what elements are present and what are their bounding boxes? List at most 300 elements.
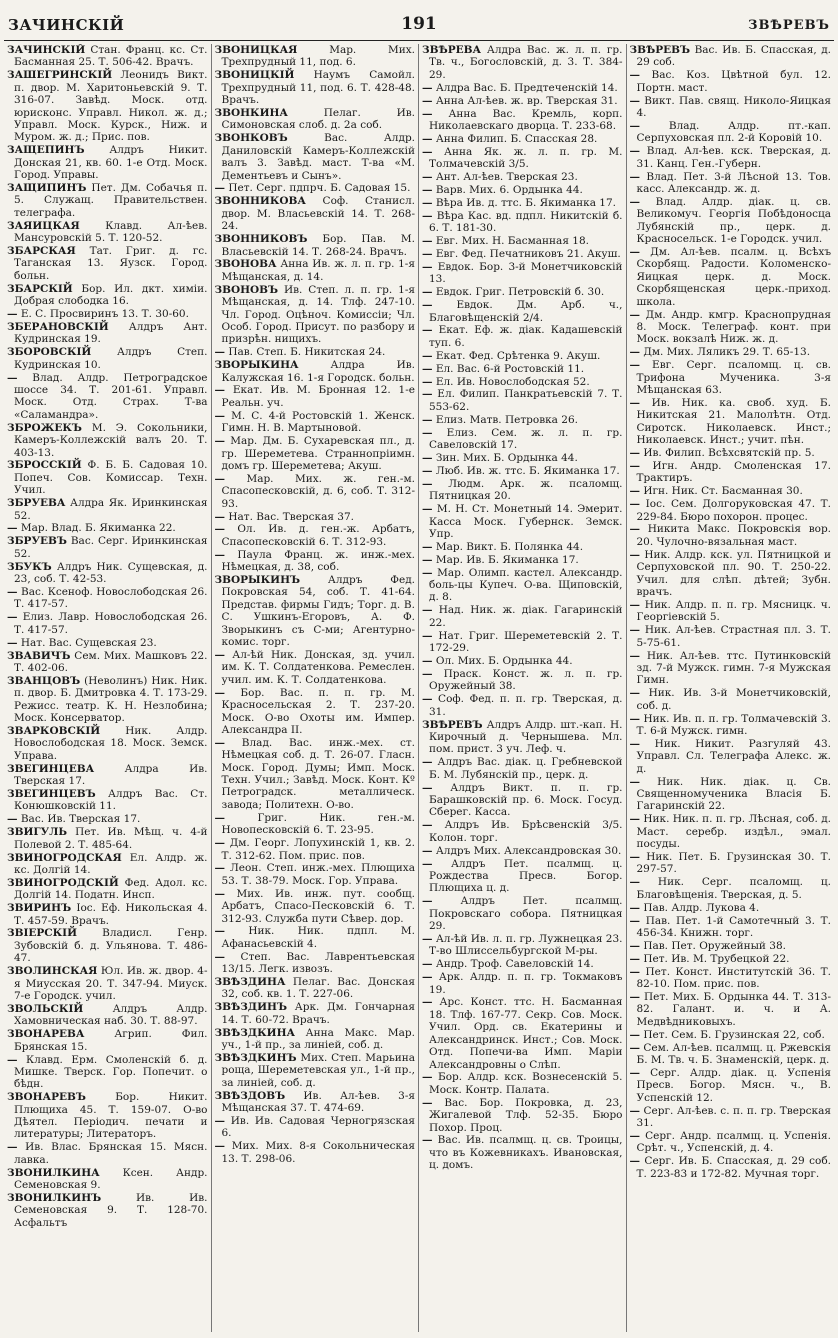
directory-entry xyxy=(7,927,208,964)
entry-details: Влад. Пет. 3-й Лѣсной 13. Тов. касс. Александр. ж. д. xyxy=(636,170,831,195)
directory-entry xyxy=(422,693,623,718)
directory-entry xyxy=(630,69,832,94)
entry-details: Пав. Алдр. Лукова 4. xyxy=(643,901,760,914)
entry-surname: — xyxy=(629,1104,640,1117)
directory-entry xyxy=(422,541,623,553)
entry-surname: — xyxy=(422,819,433,832)
entry-details: Ник. Ив. 3-й Монетчиковскій, соб. д. xyxy=(636,687,831,712)
directory-entry xyxy=(422,376,623,388)
entry-surname: — xyxy=(214,523,225,536)
entry-details: Мар. Влад. Б. Якиманка 22. xyxy=(20,522,176,535)
entry-surname: ЗАЯИЦКАЯ xyxy=(7,219,80,232)
entry-surname: ЗВИРИНЪ xyxy=(7,902,72,915)
directory-entry xyxy=(630,599,832,624)
directory-entry xyxy=(7,459,208,496)
entry-details: Ник. Пет. Б. Грузинская 30. Т. 297-57. xyxy=(636,851,831,876)
entry-details: Вас. Ив. Тверская 17. xyxy=(20,813,141,826)
entry-details: М. С. 4-й Ростовскій 1. Женск. Гимн. Н. В. Мартыновой. xyxy=(221,409,416,435)
directory-entry xyxy=(7,1141,208,1166)
header-right-catchword: ЗВѢРЕВЪ xyxy=(748,18,830,33)
entry-surname: ЗВѢЗДОВЪ xyxy=(214,1089,286,1102)
directory-entry xyxy=(7,372,208,422)
entry-details: Леон. Степ. инж.-мех. Плющиха 53. Т. 38-79. Моск. Гор. Управа. xyxy=(221,862,415,887)
entry-surname: ЗВОНКОВЪ xyxy=(214,132,288,145)
entry-surname: ЗБУКЪ xyxy=(7,560,52,573)
directory-entry xyxy=(422,719,623,756)
entry-surname: — xyxy=(629,965,640,978)
entry-surname: — xyxy=(629,712,640,725)
entry-details: Пав. Пет. Оружейный 38. xyxy=(643,939,786,952)
entry-surname: — xyxy=(422,388,433,401)
entry-surname: — xyxy=(422,756,433,769)
entry-surname: — xyxy=(629,145,640,158)
entry-surname: ЗВОНИЛКИНА xyxy=(7,1166,100,1179)
directory-entry xyxy=(422,363,623,375)
directory-entry xyxy=(630,447,832,459)
directory-entry xyxy=(630,624,832,649)
directory-entry xyxy=(422,388,623,413)
entry-surname: ЗВЕГИНЦЕВА xyxy=(7,762,95,775)
entry-surname: — xyxy=(214,686,225,699)
entry-details: Юл. Ив. ж. двор. 4-я Миусская 20. Т. 347-94. Миуск. 7-е Городск. учил. xyxy=(14,965,208,1002)
entry-details: Ел. Вас. 6-й Ростовскій 11. xyxy=(435,362,585,375)
entry-surname: — xyxy=(422,171,433,184)
entry-surname: — xyxy=(422,464,433,477)
directory-entry xyxy=(422,1097,623,1134)
entry-surname: — xyxy=(422,452,433,464)
entry-details: Евдок. Дм. Арб. ч., Благовѣщенскій 2/4. xyxy=(429,299,623,324)
entry-surname: — xyxy=(629,914,640,927)
entry-surname: — xyxy=(422,349,433,362)
entry-surname: — xyxy=(214,811,225,824)
directory-entry xyxy=(7,877,208,902)
directory-entry xyxy=(7,1091,208,1141)
entry-details: Пелаг. Ив. Симоновская слоб. д. 2а соб. xyxy=(221,107,416,132)
entry-surname: ЗВОННИКОВЪ xyxy=(214,233,308,246)
entry-surname: ЗВОНИЛКИНЪ xyxy=(7,1191,102,1204)
entry-surname: — xyxy=(214,510,225,523)
entry-surname: — xyxy=(7,1141,18,1154)
entry-details: Игн. Ник. Ст. Басманная 30. xyxy=(643,485,803,498)
directory-entry xyxy=(630,196,832,246)
entry-surname: — xyxy=(214,925,225,938)
entry-surname: — xyxy=(422,540,433,553)
entry-surname: ЗВОЛЬСКІЙ xyxy=(7,1002,84,1015)
directory-entry xyxy=(215,1090,416,1115)
entry-details: Над. Ник. ж. діак. Гагаринскій 22. xyxy=(429,604,623,629)
entry-surname: — xyxy=(422,107,433,120)
entry-details: Пет. Серг. пдпрч. Б. Садовая 15. xyxy=(228,182,411,195)
entry-surname: — xyxy=(629,952,640,965)
directory-entry xyxy=(422,210,623,235)
entry-surname: — xyxy=(422,209,433,222)
entry-surname: — xyxy=(629,1041,640,1054)
entry-details: Ал-ѣй Ник. Донская, зд. учил. им. К. Т. Солдатенкова. Ремеслен. учил. им. К. Т. Солдатенкова. xyxy=(221,649,415,686)
directory-entry xyxy=(630,713,832,738)
entry-details: Андр. Троф. Савеловскій 14. xyxy=(435,958,594,971)
entry-details: Мар. Дм. Б. Сухаревская пл., д. гр. Шереметева. Страннопріимн. домъ гр. Шереметева; Акуш. xyxy=(221,435,415,472)
directory-entry xyxy=(215,410,416,435)
directory-entry xyxy=(422,958,623,970)
entry-details: Ив. Филип. Всѣхсвятскій пр. 5. xyxy=(643,447,815,459)
directory-entry xyxy=(7,561,208,586)
entry-details: Ник. Ник. п. п. гр. Лѣсная, соб. д. Маст. серебр. издѣл., эмал. посуды. xyxy=(636,813,831,851)
entry-surname: — xyxy=(629,195,640,208)
directory-entry xyxy=(7,1192,208,1229)
directory-entry xyxy=(215,649,416,686)
entry-details: Ол. Мих. Б. Ордынка 44. xyxy=(435,655,573,667)
entry-surname: — xyxy=(422,132,433,145)
directory-entry xyxy=(215,888,416,925)
entry-details: Анна Вас. Кремль, корп. Николаевскаго дворца. Т. 233-68. xyxy=(429,107,623,132)
entry-details: Вас. Ксеноф. Новослободская 26. Т. 417-57. xyxy=(14,585,208,611)
entry-details: Алдръ Вас. діак. ц. Гребневской Б. М. Лубянскій пр., церк. д. xyxy=(429,756,623,781)
entry-surname: — xyxy=(629,1129,640,1142)
entry-details: Мар. Викт. Б. Полянка 44. xyxy=(435,540,584,553)
entry-details: Арк. Алдр. п. п. гр. Токмаковъ 19. xyxy=(429,971,623,996)
directory-entry xyxy=(7,497,208,522)
directory-entry xyxy=(7,637,208,649)
entry-surname: — xyxy=(422,996,433,1009)
entry-surname: ЗБЕРАНОВСКІЙ xyxy=(7,320,109,333)
directory-entry xyxy=(630,498,832,523)
entry-details: Ив. Ник. ка. своб. худ. Б. Никитская 21. Малолѣтн. Отд. Сиротск. Николаевск. Инст.; Николаевск. Инст.; учит. пѣн. xyxy=(636,396,831,447)
header-left-catchword: ЗАЧИНСКІЙ xyxy=(8,16,125,34)
entry-surname: ЗВІЕРСКІЙ xyxy=(7,927,77,940)
entry-details: Ник. Алдр. кск. ул. Пятницкой и Серпуховской пл. 90. Т. 250-22. Учил. для слѣп. дѣтей; Зубн. врачъ. xyxy=(636,548,831,598)
entry-details: Алдръ Фед. Покровская 54, соб. Т. 41-64. Представ. фирмы Гидъ; Торг. д. В. С. Ушкинъ-Егоровъ, А. Ф. Зворыкинъ съ С-ми; Агентурно-комис. торг. xyxy=(221,574,416,649)
directory-entry xyxy=(422,248,623,260)
entry-details: Ник. Никит. Разгуляй 43. Управл. Сл. Телеграфа Алекс. ж. д. xyxy=(636,737,831,775)
entry-surname: ЗВОНАРЕВЪ xyxy=(7,1091,86,1104)
entry-surname: — xyxy=(422,196,433,209)
entry-surname: ЗВОРЫКИНЪ xyxy=(214,574,301,587)
entry-surname: — xyxy=(422,248,433,260)
directory-entry xyxy=(630,876,832,901)
directory-entry xyxy=(7,522,208,534)
directory-entry xyxy=(422,184,623,196)
directory-entry xyxy=(630,309,832,346)
directory-entry xyxy=(7,1028,208,1053)
entry-details: Вас. Алдр. Даниловскій Камеръ-Коллежскій валъ 3. Завѣд. маст. Т-ва «М. Дементьевъ и Сынъ». xyxy=(221,132,415,182)
entry-surname: — xyxy=(422,857,433,870)
directory-entry xyxy=(7,902,208,927)
entry-surname: ЗВѢРЕВА xyxy=(422,44,482,56)
entry-details: Алдръ Ив. Брѣсвенскій 3/5. Колон. торг. xyxy=(429,819,623,844)
entry-details: Алдръ Алдр. Хамовническая наб. 30. Т. 88-97. xyxy=(14,1002,208,1028)
entry-details: Серг. Ив. Б. Спасская, д. 29 соб. Т. 223-83 и 172-82. Мучная торг. xyxy=(636,1155,832,1180)
entry-details: Арк. Дм. Гончарная 14. Т. 60-72. Врачъ. xyxy=(221,1001,415,1026)
directory-entry xyxy=(215,549,416,574)
entry-surname: — xyxy=(629,939,640,952)
entry-surname: ЗБОРОВСКІЙ xyxy=(7,346,92,359)
entry-surname: — xyxy=(214,435,225,448)
entry-surname: — xyxy=(422,781,433,794)
entry-surname: ЗАЧИНСКІЙ xyxy=(7,44,86,56)
entry-details: Сем. Мих. Машковъ 22. Т. 402-06. xyxy=(14,649,208,674)
entry-surname: — xyxy=(422,655,433,667)
entry-details: М. Н. Ст. Монетный 14. Эмерит. Касса Моск. Губернск. Земск. Упр. xyxy=(429,503,623,540)
entry-details: Ив. Степ. л. п. гр. 1-я Мѣщанская, д. 14. Тлф. 247-10. Чл. Город. Оцѣноч. Комиссіи; Чл. Особ. Город. Присут. по разбору и призрѣн. нищихъ. xyxy=(221,283,415,346)
entry-surname: — xyxy=(422,426,433,439)
directory-entry xyxy=(422,197,623,209)
directory-entry xyxy=(7,422,208,459)
entry-surname: — xyxy=(214,548,225,561)
directory-entry xyxy=(422,324,623,349)
entry-surname: ЗВАВИЧЪ xyxy=(7,649,71,662)
entry-details: Мар. Мих. Трехпрудный 11, под. 6. xyxy=(221,44,415,69)
entry-details: Паула Франц. ж. инж.-мех. Нѣмецкая, д. 38, соб. xyxy=(221,548,415,574)
entry-details: М. Э. Сокольники, Камеръ-Коллежскій валъ 20. Т. 403-13. xyxy=(14,421,208,459)
entry-details: Леонидъ Викт. п. двор. М. Харитоньевскій 9. Т. 316-07. Завѣд. Моск. отд. юрисконс. Управл. Никол. ж. д.; Управл. Моск. Курск., Ниж. и Муром. ж. д.; Прис. пов. xyxy=(14,69,208,144)
entry-surname: ЗАШЕГРИНСКІЙ xyxy=(7,69,113,82)
entry-details: Нат. Вас. Тверская 37. xyxy=(228,510,354,523)
entry-surname: — xyxy=(214,346,225,359)
entry-details: Мих. Степ. Марьина роща, Шереметевская ул., 1-й пр., за линіей, соб. д. xyxy=(221,1052,415,1089)
entry-details: Евдок. Бор. 3-й Монетчиковскій 13. xyxy=(429,260,623,286)
directory-entry xyxy=(215,44,416,69)
directory-entry xyxy=(215,435,416,472)
entry-details: Соф. Станисл. двор. М. Власьевскій 14. Т. 268-24. xyxy=(221,195,415,233)
entry-details: Дм. Мих. Ляликъ 29. Т. 65-13. xyxy=(643,346,811,359)
entry-details: Алдръ Алдр. шт.-кап. Н. Кирочный д. Чернышева. Мл. пом. прист. 3 уч. Леф. ч. xyxy=(429,718,623,756)
entry-surname: ЗБРОССКІЙ xyxy=(7,459,82,472)
entry-surname: — xyxy=(629,94,640,107)
entry-surname: ЗБАРСКАЯ xyxy=(7,245,76,257)
entry-details: Вѣра Кас. вд. пдпл. Никитскій б. 6. Т. 181-30. xyxy=(429,209,623,235)
directory-entry xyxy=(630,776,832,813)
entry-details: Никита Макс. Покровскія вор. 20. Чулочно-вязальная маст. xyxy=(636,523,831,548)
entry-surname: — xyxy=(7,611,18,624)
directory-entry xyxy=(422,819,623,844)
entry-surname: — xyxy=(422,375,433,388)
entry-surname: — xyxy=(422,971,433,984)
directory-entry xyxy=(422,858,623,895)
entry-surname: ЗВИНОГРОДСКАЯ xyxy=(7,851,122,864)
entry-details: Анна Ив. ж. л. п. гр. 1-я Мѣщанская, д. 14. xyxy=(221,258,415,283)
entry-surname: — xyxy=(629,498,640,511)
entry-details: Пав. Пет. 1-й Самотечный 3. Т. 456-34. Книжн. торг. xyxy=(636,914,831,939)
entry-details: Мих. Мих. 8-я Сокольническая 13. Т. 298-06. xyxy=(221,1140,415,1165)
directory-entry xyxy=(630,1155,832,1180)
entry-details: Алдръ Мих. Александровская 30. xyxy=(435,844,622,857)
entry-details: Бор. Вас. п. п. гр. М. Красносельская 2. Т. 237-20. Моск. О-во Охоты им. Импер. Александра II. xyxy=(221,686,415,736)
entry-surname: — xyxy=(422,1071,433,1084)
entry-surname: — xyxy=(629,775,640,788)
entry-details: Екат. Ив. М. Бронная 12. 1-е Реальн. уч. xyxy=(221,384,415,409)
entry-surname: — xyxy=(629,485,640,498)
directory-entry xyxy=(422,782,623,819)
entry-surname: ЗВѢРЕВЪ xyxy=(629,44,691,56)
directory-entry xyxy=(422,503,623,540)
directory-entry xyxy=(422,478,623,503)
directory-entry xyxy=(215,1001,416,1026)
directory-entry xyxy=(630,1042,832,1067)
directory-entry xyxy=(7,321,208,346)
entry-details: Анна Филип. Б. Спасская 28. xyxy=(435,132,598,145)
entry-surname: — xyxy=(629,447,640,459)
directory-entry xyxy=(630,246,832,308)
directory-entry xyxy=(7,44,208,69)
entry-surname: — xyxy=(422,477,433,490)
entry-surname: — xyxy=(7,813,18,826)
entry-details: Пет. Дм. Собачья п. 5. Служащ. Правительствен. телеграфа. xyxy=(14,181,208,219)
directory-entry xyxy=(422,554,623,566)
directory-entry xyxy=(422,630,623,655)
entry-surname: ЗБРУЕВЪ xyxy=(7,535,67,548)
entry-details: Ник. Серг. псаломщ. ц. Благовѣщенія. Тверская, д. 5. xyxy=(636,876,831,901)
entry-details: Пет. Конст. Институтскій 36. Т. 82-10. Пом. прис. пов. xyxy=(636,965,831,991)
entry-details: Влад. Ал-ѣев. кск. Тверская, д. 31. Канц. Ген.-Губерн. xyxy=(636,145,831,170)
entry-surname: — xyxy=(214,887,225,900)
entry-surname: ЗБАРСКІЙ xyxy=(7,282,73,295)
entry-details: Людм. Арк. ж. псаломщ. Пятницкая 20. xyxy=(429,477,623,503)
entry-details: Дм. Ал-ѣев. псалм. ц. Всѣхъ Скорбящ. Радости. Коломенско-Яицкая церк. д. Моск. Скорбященская церк.-приход. школа. xyxy=(636,246,831,308)
entry-surname: — xyxy=(7,522,18,535)
directory-entry xyxy=(215,523,416,548)
entry-surname: ЗВОНКИНА xyxy=(214,107,288,120)
directory-entry xyxy=(630,966,832,991)
directory-entry xyxy=(7,220,208,245)
entry-details: Іос. Еф. Никольская 4. Т. 457-59. Врачъ. xyxy=(14,902,208,927)
entry-surname: — xyxy=(629,813,640,826)
entry-details: Ив. Влас. Брянская 15. Мясн. лавка. xyxy=(14,1141,208,1166)
directory-entry xyxy=(422,971,623,996)
entry-details: Владисл. Генр. Зубовскій б. д. Ульянова. Т. 486-47. xyxy=(14,927,208,965)
directory-entry xyxy=(215,346,416,358)
entry-surname: — xyxy=(214,736,225,749)
directory-entry xyxy=(422,452,623,464)
entry-surname: — xyxy=(422,362,433,375)
entry-surname: — xyxy=(422,693,433,706)
entry-details: Елиз. Лавр. Новослободская 26. Т. 417-57. xyxy=(14,611,208,636)
directory-entry xyxy=(630,915,832,940)
entry-surname: — xyxy=(422,844,433,857)
directory-entry xyxy=(7,852,208,877)
directory-entry xyxy=(422,427,623,452)
entry-details: Серг. Андр. псалмщ. ц. Успенія. Срѣт. ч., Успенскій, д. 4. xyxy=(636,1129,831,1155)
entry-surname: — xyxy=(422,932,433,945)
entry-details: Ел. Филип. Панкратьевскій 7. Т. 553-62. xyxy=(429,388,623,413)
directory-entry xyxy=(422,286,623,298)
directory-entry xyxy=(215,182,416,194)
entry-surname: ЗВАРКОВСКІЙ xyxy=(7,724,101,737)
directory-entry xyxy=(422,82,623,94)
entry-surname: ЗВОНОВА xyxy=(214,258,277,271)
directory-entry xyxy=(630,650,832,687)
entry-details: Мих. Ив. инж. пут. сообщ. Арбатъ, Спасо-Песковскій 6. Т. 312-93. Служба пути Сѣвер. дор. xyxy=(221,887,415,925)
entry-surname: — xyxy=(7,636,18,649)
directory-entry xyxy=(630,851,832,876)
entry-surname: — xyxy=(629,346,640,359)
directory-entry xyxy=(7,788,208,813)
entry-surname: — xyxy=(629,876,640,889)
directory-entry xyxy=(7,763,208,788)
entry-details: Алдръ Вас. Ст. Конюшковскій 11. xyxy=(14,787,208,813)
entry-details: Влад. Вас. инж.-мех. ст. Нѣмецкая соб. д. Т. 26-07. Гласн. Моск. Город. Думы; Имп. Моск. Техн. Учил.; Завѣд. Моск. Конт. Кº Петроградск. металлическ. завода; Политехн. О-во. xyxy=(221,736,415,811)
entry-details: Ант. Ал-ѣев. Тверская 23. xyxy=(435,171,578,184)
entry-details: Пет. Ив. Мѣщ. ч. 4-й Полевой 2. Т. 485-64. xyxy=(14,826,208,851)
entry-surname: — xyxy=(7,585,18,598)
directory-entry xyxy=(215,687,416,737)
entry-details: Клавд. Ерм. Смоленскій б. д. Мишке. Тверск. Гор. Попечит. о бѣдн. xyxy=(14,1053,208,1091)
directory-entry xyxy=(215,862,416,887)
entry-surname: ЗВОЛИНСКАЯ xyxy=(7,965,98,978)
entry-details: Ксен. Андр. Семеновская 9. xyxy=(14,1166,208,1192)
directory-entry xyxy=(215,258,416,283)
directory-entry xyxy=(7,283,208,308)
entry-surname: ЗБРОЖЕКЪ xyxy=(7,421,82,434)
entry-surname: — xyxy=(629,523,640,536)
entry-details: Алдръ Викт. п. п. гр. Барашковскій пр. 6. Моск. Госуд. Сберег. Касса. xyxy=(429,781,623,819)
entry-details: Серг. Ал-ѣев. с. п. п. гр. Тверская 31. xyxy=(636,1104,831,1130)
column-4 xyxy=(627,44,835,1332)
entry-details: Фед. Адол. кс. Долгій 14. Податн. Инсп. xyxy=(14,876,208,902)
directory-entry xyxy=(215,233,416,258)
directory-entry xyxy=(630,1067,832,1104)
entry-details: Евг. Мих. Н. Басманная 18. xyxy=(435,235,589,248)
directory-entry xyxy=(422,350,623,362)
entry-details: Алдра Вас. ж. л. п. гр. Тв. ч., Богословскій, д. 3. Т. 384-29. xyxy=(429,44,623,81)
entry-surname: ЗВИНОГРОДСКІЙ xyxy=(7,876,119,889)
entry-surname: — xyxy=(214,950,225,963)
directory-entry xyxy=(215,737,416,811)
entry-details: Влад. Алдр. Петроградское шоссе 34. Т. 201-61. Управл. Моск. Отд. Страх. Т-ва «Саламандра». xyxy=(14,371,208,421)
entry-details: Мар. Ив. Б. Якиманка 17. xyxy=(435,553,579,566)
entry-surname: — xyxy=(422,183,433,196)
entry-details: Агрип. Фил. Брянская 15. xyxy=(14,1028,208,1053)
entry-details: Ф. Б. Б. Садовая 10. Попеч. Сов. Комиссар. Техн. Учил. xyxy=(14,459,208,497)
entry-surname: — xyxy=(629,396,640,409)
entry-surname: — xyxy=(629,901,640,914)
directory-entry xyxy=(215,107,416,132)
directory-entry xyxy=(215,359,416,384)
entry-surname: ЗБРУЕВА xyxy=(7,497,66,510)
directory-entry xyxy=(422,933,623,958)
directory-entry xyxy=(215,812,416,837)
directory-entry xyxy=(422,146,623,171)
entry-surname: — xyxy=(422,299,433,312)
entry-details: Анна Як. ж. л. п. гр. М. Толмачевскій 3/5. xyxy=(429,145,623,171)
entry-details: Алдра Вас. Б. Предтеченскій 14. xyxy=(435,81,618,94)
entry-details: Соф. Фед. п. п. гр. Тверская, д. 31. xyxy=(429,693,623,718)
directory-entry xyxy=(630,120,832,145)
entry-details: Праск. Конст. ж. л. п. гр. Оружейный 38. xyxy=(429,667,623,693)
columns-container xyxy=(4,44,834,1332)
entry-details: Анна Ал-ѣев. ж. вр. Тверская 31. xyxy=(435,94,618,107)
directory-entry xyxy=(215,837,416,862)
directory-entry xyxy=(422,1071,623,1096)
directory-entry xyxy=(630,1130,832,1155)
entry-details: Ив. Ал-ѣев. 3-я Мѣщанская 37. Т. 474-69. xyxy=(221,1089,415,1115)
entry-surname: ЗАЩЕПИНЪ xyxy=(7,144,85,157)
entry-surname: — xyxy=(629,459,640,472)
directory-entry xyxy=(215,976,416,1001)
entry-surname: — xyxy=(629,624,640,637)
entry-surname: — xyxy=(422,235,433,248)
entry-details: Арс. Конст. ттс. Н. Басманная 18. Тлф. 167-77. Секр. Сов. Моск. Учил. Орд. св. Екатерины и Александринск. Инст.; Сов. Моск. Отд. Попечи-ва Имп. Маріи Александровны о Слѣп. xyxy=(429,996,623,1071)
directory-entry xyxy=(7,1054,208,1091)
entry-details: Вас. Ив. псалмщ. ц. св. Троицы, что въ Кожевникахъ. Ивановская, ц. домъ. xyxy=(429,1134,623,1172)
entry-details: Серг. Алдр. діак. ц. Успенія Пресв. Богор. Мясн. ч., В. Успенскій 12. xyxy=(636,1066,831,1104)
entry-surname: ЗВИГУЛЬ xyxy=(7,826,68,839)
directory-entry xyxy=(215,1140,416,1165)
entry-surname: — xyxy=(214,384,225,397)
entry-details: Ел. Алдр. ж. кс. Долгій 14. xyxy=(14,851,208,876)
entry-details: Алдръ Ник. Сущевская, д. 23, соб. Т. 42-53. xyxy=(14,560,208,586)
directory-entry xyxy=(215,473,416,510)
entry-details: Вас. Коз. Цвѣтной бул. 12. Портн. маст. xyxy=(636,69,831,94)
